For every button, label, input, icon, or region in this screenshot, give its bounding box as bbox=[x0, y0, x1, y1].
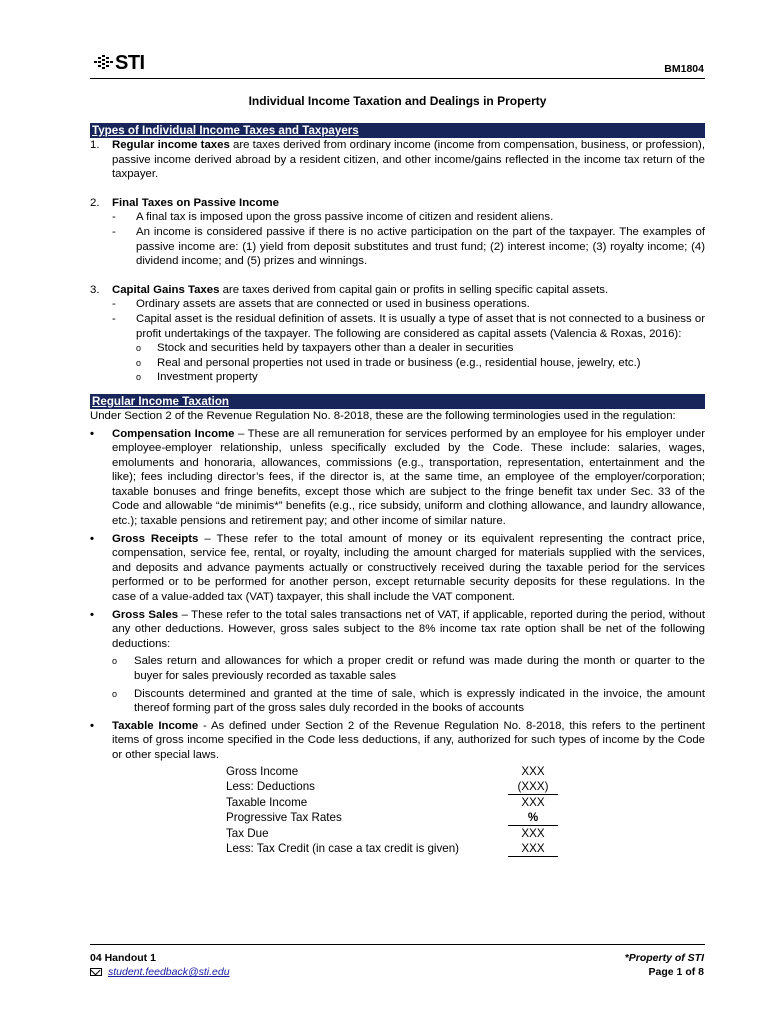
table-row bbox=[226, 810, 558, 826]
document-code: BM1804 bbox=[664, 63, 704, 75]
row-value: XXX bbox=[521, 827, 545, 841]
definition: are taxes derived from ordinary income (income from compensation, business, or profession), passive income derived abroad by a resident citizen, and other income/gains reflected in the income tax return of the taxpayer. bbox=[112, 139, 705, 181]
dash-text: Ordinary assets are assets that are connected or used in business operations. bbox=[136, 298, 530, 311]
row-label: Less: Tax Credit (in case a tax credit is given) bbox=[226, 842, 460, 856]
term: Taxable Income bbox=[112, 719, 199, 732]
definition: are taxes derived from capital gain or profits in selling specific capital assets. bbox=[219, 283, 609, 296]
dash-text: Capital asset is the residual definition of assets. It is usually a type of asset that is not connected to a business or profit undertakings of the taxpayer. The following are considered as capital assets (Valencia & Roxas, 2016): bbox=[136, 312, 705, 340]
list-item-final-taxes bbox=[90, 196, 705, 211]
term: Gross Sales bbox=[112, 608, 179, 621]
dash-item: - Ordinary assets are assets that are connected or used in business operations. bbox=[112, 297, 705, 312]
row-value: XXX bbox=[521, 764, 545, 778]
table-row bbox=[226, 826, 558, 842]
footer-divider bbox=[90, 944, 705, 945]
definition: – These refer to the total sales transactions net of VAT, if applicable, reported during the period, without any other deductions. However, gross sales subject to the 8% income tax rate option shall be net of the following deductions: bbox=[112, 608, 705, 650]
list-item-capital-gains-taxes bbox=[90, 283, 705, 298]
sub-list-text: Real and personal properties not used in trade or business (e.g., residential house, jewelry, etc.) bbox=[157, 356, 641, 369]
sub-list-text: Discounts determined and granted at the time of sale, which is expressly indicated in the invoice, the amount thereof forming part of the gross sales duly recorded in the books of accounts bbox=[134, 687, 705, 715]
header-divider bbox=[90, 78, 705, 79]
sub-list-item: o Sales return and allowances for which a proper credit or refund was made during the month or quarter to the buyer for sales previously recorded as taxable sales bbox=[112, 655, 705, 682]
property-notice: *Property of STI bbox=[624, 952, 704, 964]
section-heading-types: Types of Individual Income Taxes and Taxpayers bbox=[90, 123, 705, 138]
sub-list-text: Stock and securities held by taxpayers other than a dealer in securities bbox=[157, 342, 514, 355]
section-intro: Under Section 2 of the Revenue Regulation No. 8-2018, these are the following terminologies used in the regulation: bbox=[90, 409, 676, 422]
sub-list-text: Sales return and allowances for which a proper credit or refund was made during the month or quarter to the buyer for sales previously recorded as taxable sales bbox=[134, 655, 705, 682]
row-value: XXX bbox=[521, 796, 545, 810]
table-row bbox=[226, 764, 558, 780]
table-row bbox=[226, 795, 558, 811]
sub-list-item: o Investment property bbox=[136, 371, 258, 384]
bullet-gross-sales: • Gross Sales – These refer to the total sales transactions net of VAT, if applicable, reported during the period, without any other deductions. However, gross sales subject to the 8% income tax rate option shall be net of the following deductions: bbox=[90, 608, 705, 650]
table-row bbox=[226, 841, 558, 857]
page-title: Individual Income Taxation and Dealings in Property bbox=[248, 94, 547, 108]
definition: – These refer to the total amount of money or its equivalent representing the contract price, compensation, service fee, rental, or royalty, including the amount charged for materials supplied with the services, and deposits and advance payments actually or constructively received during the taxable period for the services performed or to be performed for another person, except returnable security deposits for these regulations. In the case of a value-added tax (VAT) taxpayer, this shall include the VAT component. bbox=[112, 532, 705, 604]
list-item-regular-income-taxes bbox=[90, 138, 705, 182]
email-link[interactable]: student.feedback@sti.edu bbox=[108, 966, 230, 978]
section-heading-regular-income: Regular Income Taxation bbox=[90, 394, 705, 409]
sub-list-text: Investment property bbox=[157, 371, 258, 384]
page-number: Page 1 of 8 bbox=[648, 966, 704, 978]
sub-list-item: o Stock and securities held by taxpayers other than a dealer in securities bbox=[136, 342, 514, 355]
definition: – These are all remuneration for services performed by an employee for his employer under employee-employer relationship, unless specifically excluded by the Code. These include: salaries, wages, emoluments and honoraria, allowances, commissions (e.g., transportation, representation, entertainment and the like); fees including director’s fees, if the director is, at the same time, an employee of the employer/corporation; taxable bonuses and fringe benefits, except those which are subject to the fringe benefit tax under Sec. 33 of the Code and allowable “de minimis*” benefits (e.g., rice subsidy, uniform and clothing allowance, and laundry allowance, etc.); taxable pensions and retirement pay; and other income of similar nature. bbox=[112, 427, 705, 528]
dash-item: - Capital asset is the residual definition of assets. It is usually a type of asset that is not connected to a business or profit undertakings of the taxpayer. The following are considered as capital assets (Valencia & Roxas, 2016): bbox=[112, 312, 705, 340]
row-value: XXX bbox=[508, 841, 558, 857]
row-label: Tax Due bbox=[226, 826, 269, 840]
document-body bbox=[90, 123, 705, 857]
row-label: Taxable Income bbox=[226, 795, 308, 809]
term: Compensation Income bbox=[112, 427, 235, 440]
item-number: 3. bbox=[90, 283, 100, 296]
definition: - As defined under Section 2 of the Revenue Regulation No. 8-2018, this refers to the pertinent items of gross income specified in the Code less deductions, if any, authorized for such types of income by the Code or other special laws. bbox=[112, 719, 705, 761]
row-label: Gross Income bbox=[226, 764, 299, 778]
sub-list-item: o Discounts determined and granted at the time of sale, which is expressly indicated in the invoice, the amount thereof forming part of the gross sales duly recorded in the books of accounts bbox=[112, 687, 705, 715]
term: Gross Receipts bbox=[112, 532, 199, 545]
envelope-icon bbox=[90, 968, 102, 976]
term: Capital Gains Taxes bbox=[112, 283, 220, 296]
row-value: (XXX) bbox=[508, 779, 558, 795]
sti-logo bbox=[92, 52, 145, 74]
term: Regular income taxes bbox=[112, 139, 230, 151]
bullet-compensation-income: • Compensation Income – These are all remuneration for services performed by an employee for his employer under employee-employer relationship, unless specifically excluded by the Code. These include: salaries, wages, emoluments and honoraria, allowances, commissions (e.g., transportation, representation, entertainment and the like); fees including director’s fees, if the director is, at the same time, an employee of the employer/corporation; taxable bonuses and fringe benefits, except those which are subject to the fringe benefit tax under Sec. 33 of the Code and allowable “de minimis*” benefits (e.g., rice subsidy, uniform and clothing allowance, and laundry allowance, etc.); taxable pensions and retirement pay; and other income of similar nature. bbox=[90, 427, 705, 528]
table-row bbox=[226, 779, 558, 795]
sub-list-item: o Real and personal properties not used in trade or business (e.g., residential house, jewelry, etc.) bbox=[136, 356, 641, 369]
dash-item: - A final tax is imposed upon the gross passive income of citizen and resident aliens. bbox=[112, 210, 705, 225]
item-number: 1. bbox=[90, 139, 100, 151]
row-label: Progressive Tax Rates bbox=[226, 811, 342, 825]
logo-text: STI bbox=[115, 52, 145, 74]
dash-text: An income is considered passive if there is no active participation on the part of the taxpayer. The examples of passive income are: (1) yield from deposit substitutes and trust fund; (2) interest income; (3) royalty income; (4) dividend income; and (5) prizes and winnings. bbox=[136, 225, 705, 268]
footer-email bbox=[90, 965, 230, 980]
dash-item: - An income is considered passive if there is no active participation on the part of the taxpayer. The examples of passive income are: (1) yield from deposit substitutes and trust fund; (2) interest income; (3) royalty income; (4) dividend income; and (5) prizes and winnings. bbox=[112, 225, 705, 268]
tax-computation-table bbox=[226, 764, 558, 858]
row-label: Less: Deductions bbox=[226, 780, 315, 794]
handout-label: 04 Handout 1 bbox=[90, 952, 156, 964]
bullet-taxable-income: • Taxable Income - As defined under Section 2 of the Revenue Regulation No. 8-2018, this refers to the pertinent items of gross income specified in the Code less deductions, if any, authorized for such types of income by the Code or other special laws. bbox=[90, 719, 705, 761]
item-number: 2. bbox=[90, 196, 100, 209]
dash-text: A final tax is imposed upon the gross passive income of citizen and resident aliens. bbox=[136, 211, 554, 224]
sti-globe-icon bbox=[92, 53, 114, 73]
row-value: % bbox=[508, 810, 558, 826]
bullet-gross-receipts: • Gross Receipts – These refer to the total amount of money or its equivalent representing the contract price, compensation, service fee, rental, or royalty, including the amount charged for materials supplied with the services, and deposits and advance payments actually or constructively received during the taxable period for the services performed or to be performed for another person, except returnable security deposits for these regulations. In the case of a value-added tax (VAT) taxpayer, this shall include the VAT component. bbox=[90, 532, 705, 604]
term: Final Taxes on Passive Income bbox=[112, 196, 279, 209]
